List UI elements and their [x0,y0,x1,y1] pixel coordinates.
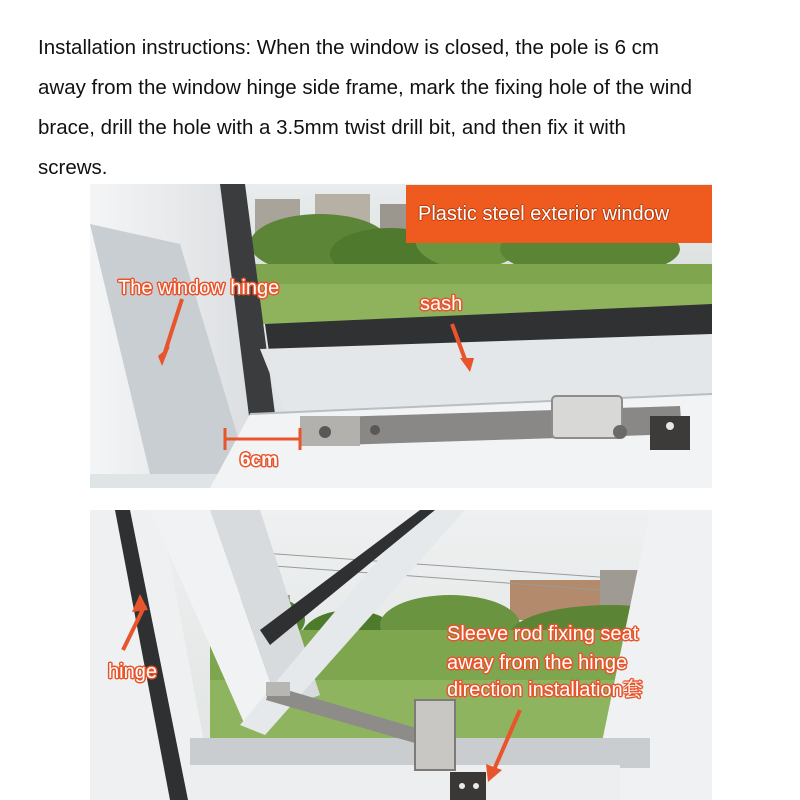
fixing-seat-label-line-2: away from the hinge [447,652,628,674]
fixing-seat-label-line-3-text: direction installation [447,679,623,701]
hinge-label: hinge [108,661,157,683]
fixing-seat-glyph: 套 [622,679,643,701]
instructions-line-4: screws. [38,156,108,179]
sash-label: sash [420,293,463,315]
open-window-photo [90,510,712,800]
installation-instructions [38,28,778,188]
fixing-seat-label-line-3 [447,680,643,700]
instructions-line-1: Installation instructions: When the window is closed, the pole is 6 cm [38,36,659,59]
instructions-line-3: brace, drill the hole with a 3.5mm twist drill bit, and then fix it with [38,116,626,139]
exterior-window-banner [406,185,712,243]
banner-text: Plastic steel exterior window [418,203,670,225]
fixing-seat-label-line-1: Sleeve rod fixing seat [447,623,639,645]
six-cm-label: 6cm [240,450,279,471]
window-hinge-label: The window hinge [118,277,280,299]
instructions-line-2: away from the window hinge side frame, mark the fixing hole of the wind [38,76,693,99]
